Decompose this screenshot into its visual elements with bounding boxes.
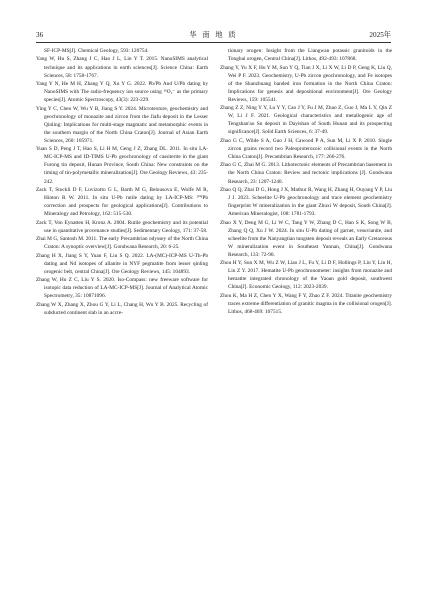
page-number: 36 <box>36 31 44 39</box>
references-left-column <box>36 47 208 317</box>
reference-entry: Zhou K, Ma H Z, Chen Y X, Wang F Y, Zhao Z F. 2024. Titanite geochemistry traces extreme differentiation of granitic magma in the collisional orogen[J]. Lithos, 468-469: 107515. <box>220 292 392 315</box>
references-right-column <box>220 47 392 316</box>
reference-entry: Zhang W, Hu Z C, Liu Y S. 2020. Iso-Compass: new freeware software for isotopic data reduction of LA-MC-ICP-MS[J]. Journal of Analytical Atomic Spectrometry, 35: 10871096. <box>36 277 208 300</box>
reference-entry: Zack T, Stockli D F, Luvizotto G L, Barth M G, Belousova E, Wolfe M R, Hinton R W. 2011. In situ U-Pb rutile dating by LA-ICP-MS: ²⁰⁸Pb correction and prospects for geological applications[J]. Contributions to Mineralogy and Petrology, 162: 515-530. <box>36 186 208 218</box>
reference-entry: Zack T, Von Eynatten H, Kronz A. 2004. Rutile geochemistry and its potential use in quantitative provenance studies[J]. Sedimentary Geology, 171: 37-58. <box>36 219 208 234</box>
reference-entry: Yuan S D, Peng J T, Hao S, Li H M, Geng J Z, Zhang DL. 2011. In situ LA-MC-ICP-MS and ID-TIMS U-Pb geochronology of cassiterite in the giant Furong tin deposit, Hunan Province, South China: New constraints on the timing of tin-polymetallic mineralization[J]. Ore Geology Reviews, 43: 235-242. <box>36 146 208 185</box>
reference-entry: SF-ICP-MS[J]. Chemical Geology, 593: 120754. <box>44 48 149 54</box>
reference-entry: Zhang Y, Yu X F, Hu Y M, Sun Y Q, Tian J X, Li X W, Li D P, Geng K, Liu Q, Wei P F. 2023. Geochemistry, U-Pb zircon geochronology, and Fe isotopes of the Shanzhuang banded iron formation in the North China Craton: Implications for genesis and depositional environment[J]. Ore Geology Reviews, 159: 105541. <box>220 64 392 103</box>
reference-entry: Zhang Z Z, Ning Y Y, Lu Y Y, Cao J Y, Fu J M, Zhao Z, Guo J, Ma L Y, Qin Z W, Li J F. 2021. Geological characteristics and metallogenic age of Tengshan'ao Sn deposit in Dayishan of South Hunan and its prospecting significance[J]. Solid Earth Sciences, 6: 37-49. <box>220 105 392 136</box>
reference-entry: Yang Y N, He M H, Zhang Y Q, Xu Y G. 2022. Pb/Pb And U/Pb dating by NanoSIMS with The radio-frequency ion source using ¹⁶O₂⁻ as the primary species[J]. Atomic Spectroscopy, 43(3): 223-229. <box>36 81 208 104</box>
running-header <box>36 29 391 41</box>
reference-entry: tionary orogen: Insight from the Liangwan potassic granitoids in the Tongbai orogen, Central China[J]. Lithos, 492-493: 107868. <box>228 48 392 63</box>
reference-entry: Ying Y C, Chen W, Wu Y B, Jiang S Y. 2024. Microtexture, geochemistry and geochronology of monazite and zircon from the Jiafu deposit in the Lesser Qinling: Implications for multi-stage magmatic and metamorphic events in the southern margin of the North China Craton[J]. Journal of Asian Earth Sciences, 260: 105971. <box>36 105 208 144</box>
journal-title: 华 南 地 质 <box>189 31 238 39</box>
header-rule <box>36 42 391 43</box>
reference-entry: Zhou H Y, Sun X M, Wu Z W, Liao J L, Fu Y, Li D F, Hollings P, Liu Y, Lin H, Lin Z Y. 2017. Hematite U-Pb geochronometer: insights from monazite and hematite integrated chronology of the Yaoan gold deposit, southwest China[J]. Economic Geology, 112: 2023-2039. <box>220 260 392 291</box>
reference-entry: Zhao G C, Zhai M G. 2013. Lithotectonic elements of Precambrian basement in the North China Craton: Review and tectonic implications [J]. Gondwana Research, 23: 1207-1240. <box>220 162 392 185</box>
reference-entry: Zhai M G, Santosh M. 2011. The early Precambrian odyssey of the North China Craton: A synoptic overview[J]. Gondwana Research, 20: 6-25. <box>36 236 208 251</box>
reference-entry: Yang W, Hu S, Zhang J C, Hao J L, Lin Y T. 2015. NanoSIMS analytical technique and its applications in earth sciences[J]. Science China: Earth Sciences, 58: 1758-1767. <box>36 56 208 79</box>
publication-year: 2025年 <box>369 31 391 39</box>
reference-entry: Zhao X Y, Deng M G, Li W C, Tang Y W, Zhang D C, Han S K, Song W B, Zhang Q Q, Xu J W. 2024. In situ U-Pb dating of garnet, vesuvianite, and scheelite from the Nanyangtian tungsten deposit reveals an Early Cretaceous W mineralization event in Southeast Yunnan, China[J]. Gondwana Research, 133: 72-90. <box>220 219 392 258</box>
reference-entry: Zhao G C, Wilde S A, Guo J H, Cawood P A, Sun M, Li X P. 2010. Single zircon grains record two Paleoproterozoic collisional events in the North China Craton[J]. Precambrian Research, 177: 266-276. <box>220 137 392 160</box>
reference-entry: Zhang W X, Zhang X, Zhou G Y, Li L, Chang H, Wu Y B. 2025. Recycling of subducted continent slab in an accre- <box>36 301 208 316</box>
reference-entry: Zhao Q Q, Zhai D G, Hong J X, Mathur R, Wang H, Zhang H, Ouyang Y P, Liu J J. 2023. Scheelite U-Pb geochronology and trace element geochemistry fingerprint W mineralization in the giant Zhuxi W deposit, South China[J]. American Mineralogist, 108: 1781-1793. <box>220 186 392 218</box>
reference-entry: Zhang H X, Jiang S Y, Yuan F, Liu S Q. 2022. LA-(MC)-ICP-MS U-Th-Pb dating and Nd isotopes of allanite in NYF pegmatite from lesser qinling orogenic belt, central China[J]. Ore Geology Reviews, 145: 104893. <box>36 252 208 275</box>
